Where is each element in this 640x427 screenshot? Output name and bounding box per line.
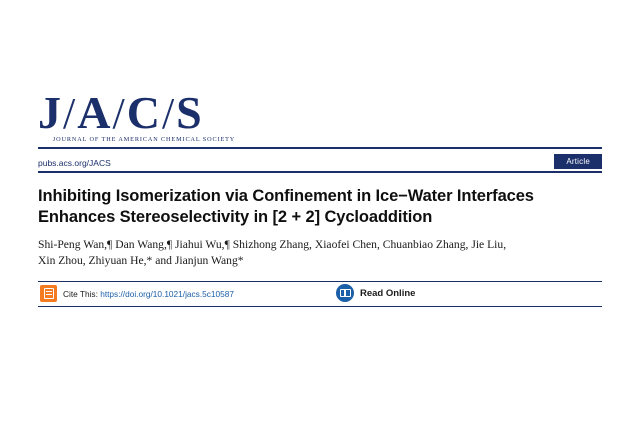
jacs-logo-slash-1: / <box>63 89 77 138</box>
author-list-line-2: Xin Zhou, Zhiyuan He,* and Jianjun Wang* <box>38 254 244 267</box>
bottom-letterbox-band <box>0 383 640 427</box>
citebar-divider-top <box>38 281 602 282</box>
jacs-logo-slash-2: / <box>112 89 126 138</box>
journal-subtitle: JOURNAL OF THE AMERICAN CHEMICAL SOCIETY <box>52 136 236 143</box>
read-online-label[interactable]: Read Online <box>360 287 416 299</box>
cite-read-bar <box>38 281 602 307</box>
jacs-logo-letter-c: C <box>126 87 161 138</box>
journal-masthead <box>38 88 602 150</box>
meta-divider <box>38 171 602 173</box>
jacs-logo-letter-a: A <box>77 87 112 138</box>
journal-meta-row <box>38 154 602 176</box>
author-list <box>38 237 602 269</box>
article-type-badge: Article <box>554 154 602 169</box>
cite-doi-link[interactable]: https://doi.org/10.1021/jacs.5c10587 <box>100 288 234 299</box>
cite-this-label: Cite This: <box>63 288 98 299</box>
jacs-logo-slash-3: / <box>161 89 176 138</box>
journal-url[interactable]: pubs.acs.org/JACS <box>38 158 111 168</box>
citebar-divider-bottom <box>38 306 602 307</box>
jacs-logo <box>38 88 246 138</box>
cite-this-text <box>63 289 234 299</box>
cite-this-group[interactable] <box>40 285 234 302</box>
paper-title-line-1: Inhibiting Isomerization via Confinement in Ice−Water Interfaces <box>38 187 534 205</box>
read-online-group[interactable] <box>336 284 415 302</box>
jacs-logo-letter-j: J <box>38 87 62 138</box>
cite-document-icon <box>40 285 57 302</box>
article-header <box>38 88 602 307</box>
author-list-line-1: Shi-Peng Wan,¶ Dan Wang,¶ Jiahui Wu,¶ Shizhong Zhang, Xiaofei Chen, Chuanbiao Zhang, Jie Liu, <box>38 238 507 251</box>
paper-title <box>38 186 602 228</box>
top-letterbox-band <box>0 0 640 44</box>
masthead-divider <box>38 147 602 149</box>
jacs-logo-letter-s: S <box>176 87 203 138</box>
paper-title-line-2: Enhances Stereoselectivity in [2 + 2] Cycloaddition <box>38 208 433 226</box>
book-open-icon <box>336 284 354 302</box>
